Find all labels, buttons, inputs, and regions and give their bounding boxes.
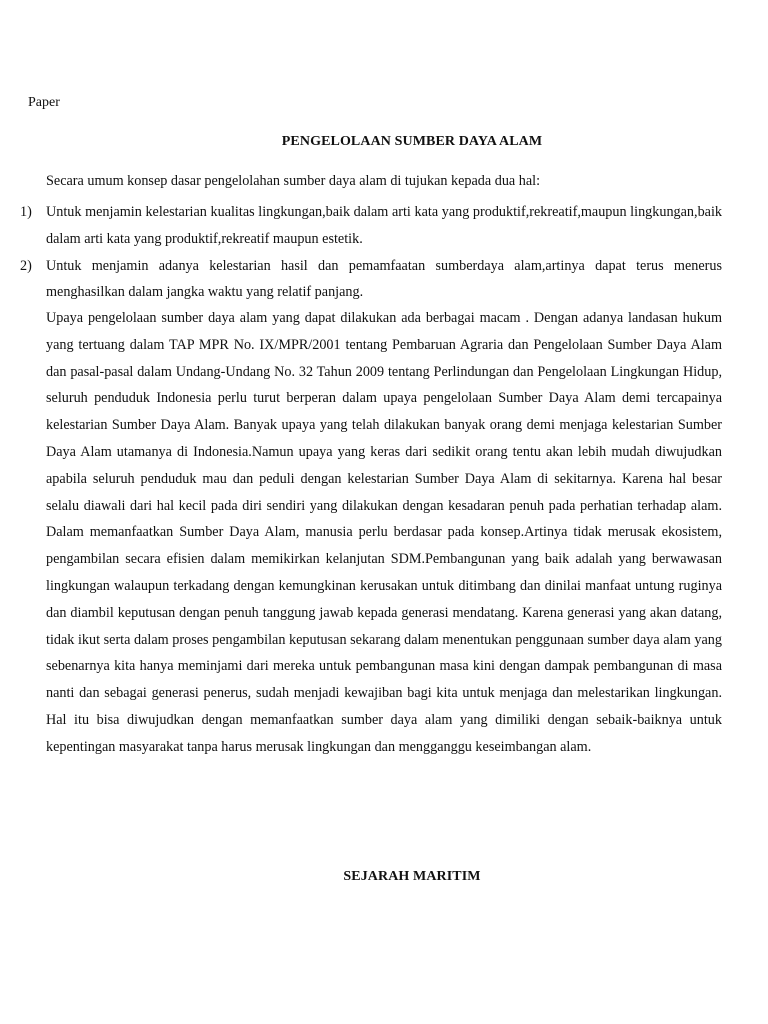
intro-paragraph: Secara umum konsep dasar pengelolahan sumber daya alam di tujukan kepada dua hal: [46,173,541,189]
list-item [20,253,722,307]
document-label: Paper [28,95,60,110]
section-heading: SEJARAH MARITIM [343,869,481,884]
goals-list [20,199,722,306]
list-item-text: Untuk menjamin adanya kelestarian hasil dan pemamfaatan sumberdaya alam,artinya dapat terus menerus menghasilkan dalam jangka waktu yang relatif panjang. [46,257,722,301]
body-paragraph: Upaya pengelolaan sumber daya alam yang dapat dilakukan ada berbagai macam . Dengan adanya landasan hukum yang tertuang dalam TAP MPR No. IX/MPR/2001 tentang Pembaruan Agraria dan Pengelolaan Sumber Daya Alam dan pasal-pasal dalam Undang-Undang No. 32 Tahun 2009 tentang Perlindungan dan Pengelolaan Lingkungan Hidup, seluruh penduduk Indonesia perlu turut berperan dalam upaya pengelolaan Sumber Daya Alam demi tercapainya kelestarian Sumber Daya Alam. Banyak upaya yang telah dilakukan banyak orang demi menjaga kelestarian Sumber Daya Alam utamanya di Indonesia.Namun upaya yang keras dari sedikit orang tentu akan lebih mudah diwujudkan apabila seluruh penduduk mau dan peduli dengan kelestarian Sumber Daya Alam di sekitarnya. Karena hal besar selalu diawali dari hal kecil pada diri sendiri yang dilakukan dengan kesadaran penuh pada perhatian terhadap alam. Dalam memanfaatkan Sumber Daya Alam, manusia perlu berdasar pada konsep.Artinya tidak merusak ekosistem, pengambilan secara efisien dalam memikirkan kelanjutan SDM.Pembangunan yang baik adalah yang berwawasan lingkungan walaupun terkadang dengan kemungkinan kerusakan untuk ditimbang dan dinilai manfaat untung ruginya dan diambil keputusan dengan penuh tanggung jawab kepada generasi mendatang. Karena generasi yang akan datang, tidak ikut serta dalam proses pengambilan keputusan sekarang dalam menentukan penggunaan sumber daya alam yang sebenarnya kita hanya meminjami dari mereka untuk pembangunan masa kini dengan dampak pembangunan di masa nanti dan sebagai generasi penerus, sudah menjadi kewajiban bagi kita untuk menjaga dan melestarikan lingkungan. Hal itu bisa diwujudkan dengan memanfaatkan sumber daya alam yang dimiliki dengan sebaik-baiknya untuk kepentingan masyarakat tanpa harus merusak lingkungan dan mengganggu keseimbangan alam. [46,310,722,755]
list-marker: 2) [20,257,32,274]
list-marker: 1) [20,204,32,220]
list-item [20,199,722,253]
list-item-text: Untuk menjamin kelestarian kualitas lingkungan,baik dalam arti kata yang produktif,rekreatif,maupun lingkungan,baik dalam arti kata yang produktif,rekreatif maupun estetik. [46,204,722,247]
document-title: PENGELOLAAN SUMBER DAYA ALAM [281,134,543,149]
